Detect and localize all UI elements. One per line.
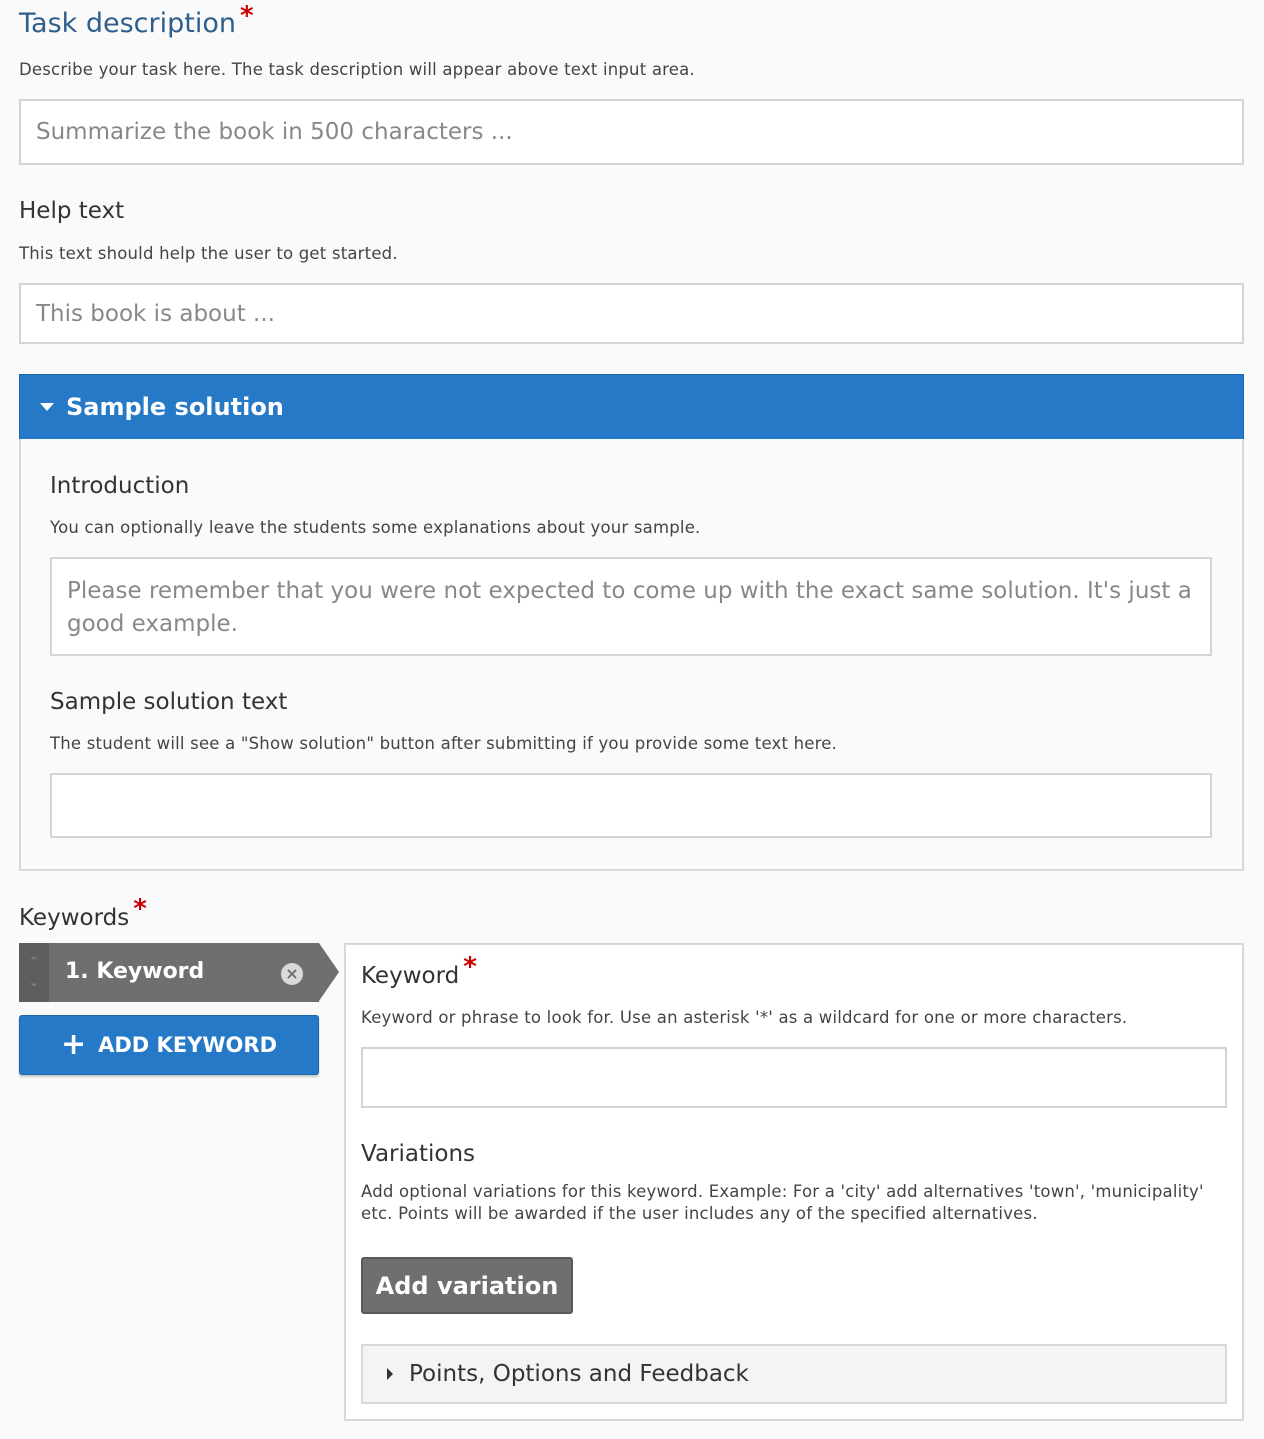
- introduction-placeholder: Please remember that you were not expected to come up with the exact same solution. It's just a good example.: [67, 578, 1192, 637]
- help-text-placeholder: This book is about ...: [36, 300, 275, 327]
- introduction-input[interactable]: [50, 557, 1212, 656]
- add-keyword-button[interactable]: [19, 1015, 319, 1075]
- add-keyword-label: ADD KEYWORD: [98, 1033, 277, 1057]
- task-description-input[interactable]: [19, 99, 1244, 165]
- caret-right-icon: [387, 1368, 393, 1380]
- keyword-list-item[interactable]: [19, 943, 319, 1002]
- required-asterisk: *: [463, 952, 477, 982]
- sample-solution-text-input[interactable]: [50, 773, 1212, 838]
- required-asterisk: *: [239, 1, 254, 31]
- order-handle[interactable]: [19, 943, 49, 1002]
- remove-keyword-icon[interactable]: ×: [281, 963, 303, 985]
- task-description-placeholder: Summarize the book in 500 characters ...: [36, 119, 513, 145]
- task-description-label: Task description: [19, 8, 236, 39]
- introduction-label: Introduction: [50, 473, 190, 499]
- caret-down-icon: [40, 403, 54, 411]
- task-description-title: [19, 1, 254, 39]
- keyword-field-label: Keyword: [361, 963, 460, 989]
- keywords-label: Keywords: [19, 905, 130, 931]
- help-text-description: This text should help the user to get started.: [19, 244, 398, 263]
- chevron-up-icon[interactable]: ⌃: [28, 954, 40, 970]
- help-text-label: Help text: [19, 198, 125, 224]
- points-options-feedback-toggle[interactable]: [361, 1344, 1227, 1404]
- keywords-title: [19, 894, 147, 932]
- plus-icon: +: [60, 1027, 87, 1062]
- sample-solution-text-description: The student will see a "Show solution" button after submitting if you provide some text here.: [50, 734, 838, 753]
- points-options-feedback-label: Points, Options and Feedback: [409, 1361, 749, 1387]
- sample-solution-header[interactable]: [19, 374, 1244, 440]
- task-description-help: Describe your task here. The task description will appear above text input area.: [19, 60, 695, 79]
- chevron-down-icon[interactable]: ⌄: [28, 974, 40, 990]
- keyword-input[interactable]: [361, 1047, 1227, 1108]
- keyword-item-label: 1. Keyword: [65, 959, 205, 984]
- introduction-description: You can optionally leave the students some explanations about your sample.: [50, 518, 701, 537]
- variations-label: Variations: [361, 1141, 476, 1167]
- tab-pointer: [319, 943, 339, 1001]
- required-asterisk: *: [133, 894, 147, 924]
- keyword-field-title: [361, 952, 477, 990]
- keyword-field-description: Keyword or phrase to look for. Use an asterisk '*' as a wildcard for one or more characters.: [361, 1008, 1128, 1027]
- add-variation-button[interactable]: Add variation: [361, 1257, 573, 1314]
- sample-solution-text-label: Sample solution text: [50, 689, 288, 715]
- sample-solution-title: Sample solution: [66, 393, 284, 421]
- variations-description: Add optional variations for this keyword. Example: For a 'city' add alternatives 'town', 'municipality' etc. Points will be awarded if the user includes any of the specified alternatives.: [361, 1182, 1204, 1223]
- help-text-input[interactable]: [19, 283, 1244, 344]
